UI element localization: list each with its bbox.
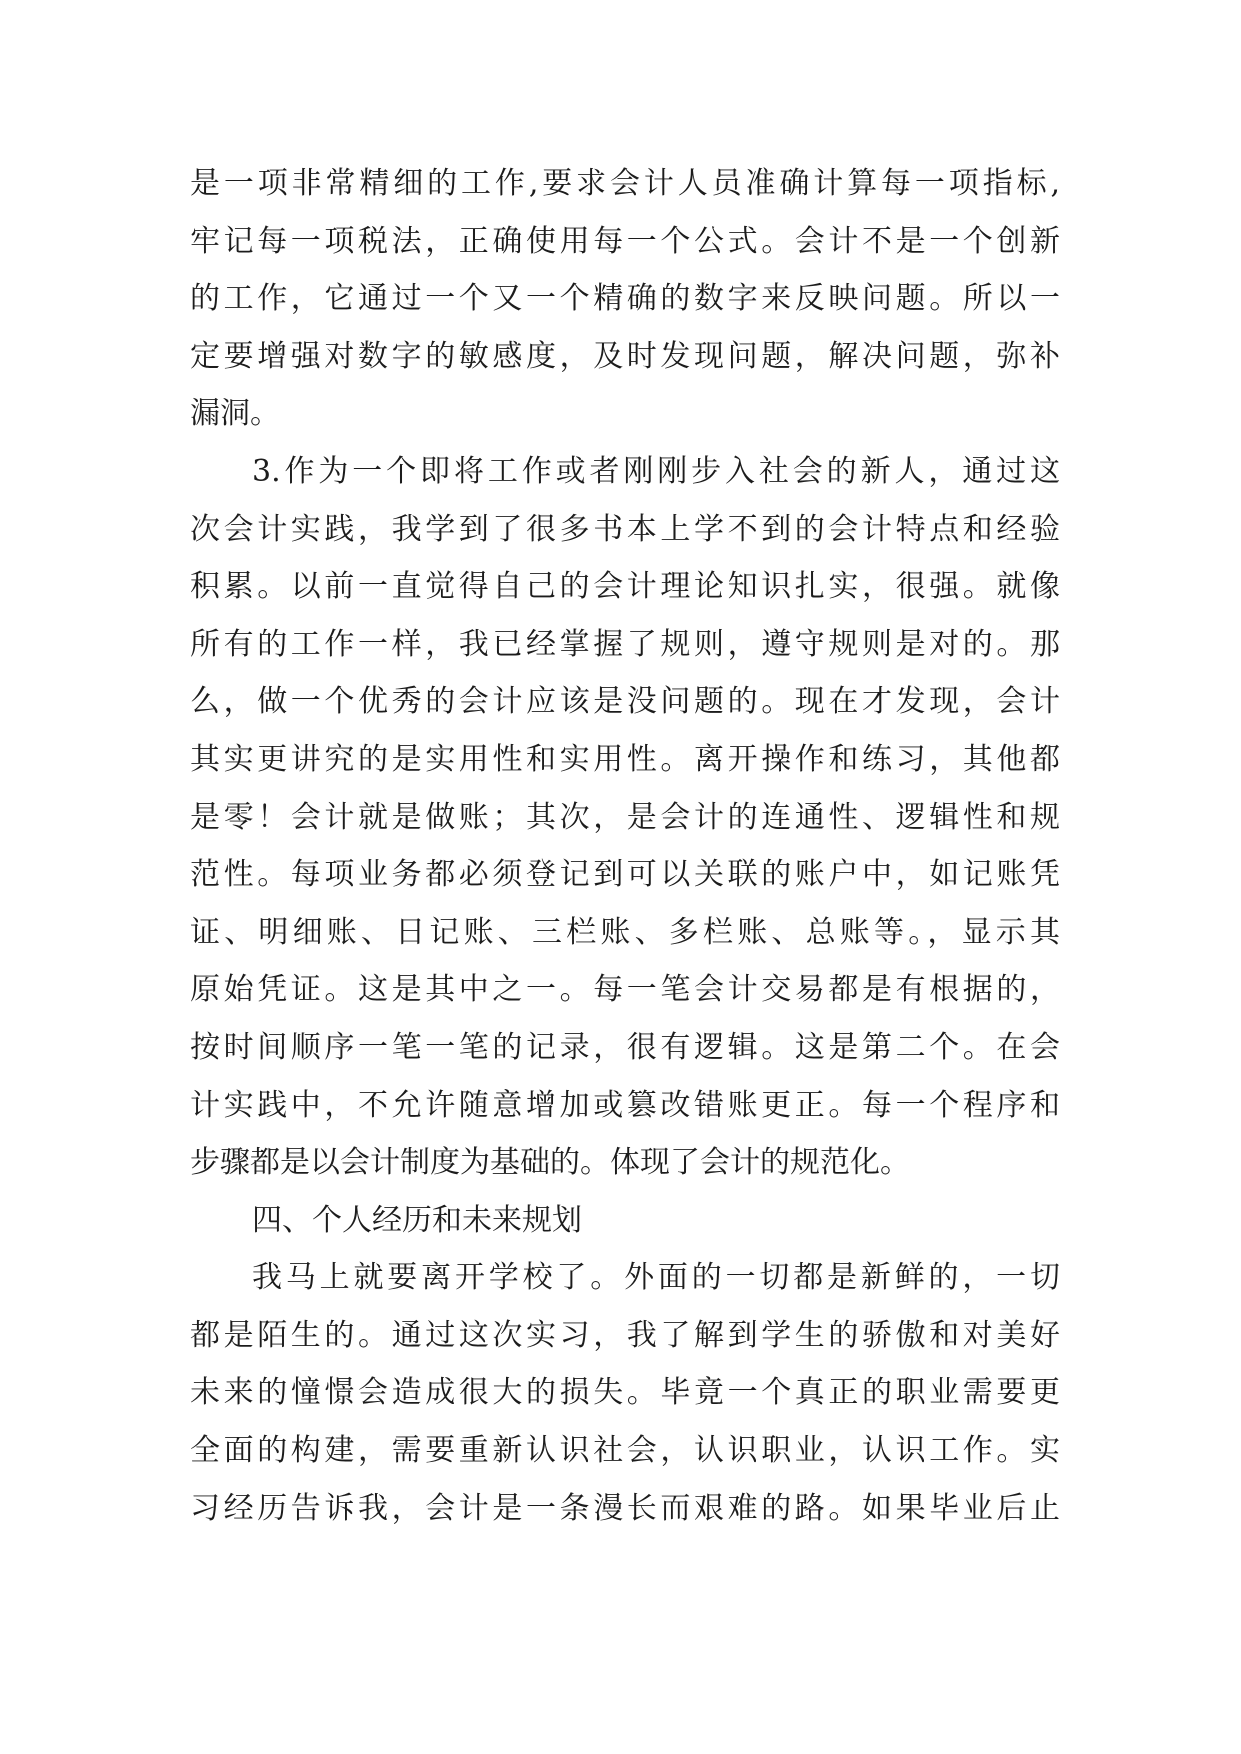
text-line: 步骤都是以会计制度为基础的。体现了会计的规范化。 [190,1145,910,1181]
text-line: 是一项非常精细的工作,要求会计人员准确计算每一项指标, [190,166,1060,201]
text-line: 证、明细账、日记账、三栏账、多栏账、总账等。，显示其 [190,914,1060,950]
text-line: 未来的憧憬会造成很大的损失。毕竟一个真正的职业需要更 [190,1375,1060,1411]
text-line: 所有的工作一样，我已经掌握了规则，遵守规则是对的。那 [190,626,1060,662]
text-line: 次会计实践，我学到了很多书本上学不到的会计特点和经验 [190,511,1060,547]
text-line: 牢记每一项税法，正确使用每一个公式。会计不是一个创新 [190,223,1060,259]
text-line: 的工作，它通过一个又一个精确的数字来反映问题。所以一 [190,281,1060,317]
text-line: 按时间顺序一笔一笔的记录，很有逻辑。这是第二个。在会 [190,1029,1060,1065]
text-line: 3.作为一个即将工作或者刚刚步入社会的新人，通过这 [252,453,1060,489]
text-line: 范性。每项业务都必须登记到可以关联的账户中，如记账凭 [190,857,1060,893]
text-line: 四、个人经历和未来规划 [252,1202,582,1238]
text-line: 习经历告诉我，会计是一条漫长而艰难的路。如果毕业后止 [190,1490,1060,1526]
text-line: 计实践中，不允许随意增加或篡改错账更正。每一个程序和 [190,1087,1060,1123]
text-line: 定要增强对数字的敏感度，及时发现问题，解决问题，弥补 [190,338,1060,374]
text-line: 是零！会计就是做账；其次，是会计的连通性、逻辑性和规 [190,799,1060,835]
text-line: 漏洞。 [190,396,280,432]
text-line: 我马上就要离开学校了。外面的一切都是新鲜的，一切 [252,1260,1060,1296]
body-text [190,155,1060,1537]
text-line: 原始凭证。这是其中之一。每一笔会计交易都是有根据的， [190,972,1060,1008]
text-line: 全面的构建，需要重新认识社会，认识职业，认识工作。实 [190,1433,1060,1469]
text-line: 积累。以前一直觉得自己的会计理论知识扎实，很强。就像 [190,569,1060,605]
text-line: 么，做一个优秀的会计应该是没问题的。现在才发现，会计 [190,684,1060,720]
text-line: 都是陌生的。通过这次实习，我了解到学生的骄傲和对美好 [190,1317,1060,1353]
text-line: 其实更讲究的是实用性和实用性。离开操作和练习，其他都 [190,741,1060,777]
